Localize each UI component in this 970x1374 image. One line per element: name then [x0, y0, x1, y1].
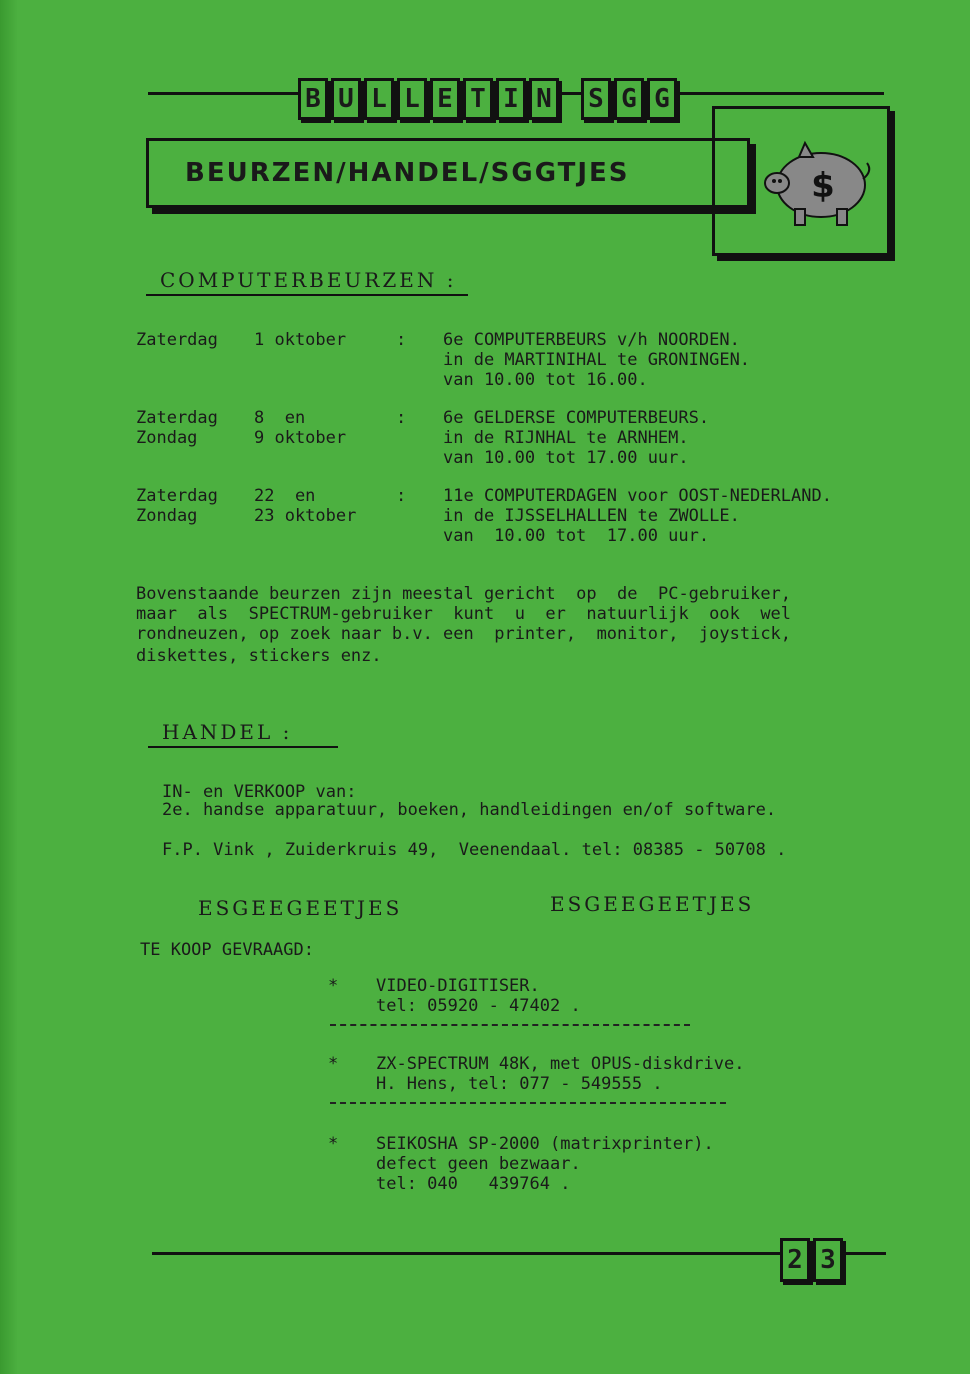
- bulletin-letter: T: [463, 78, 493, 120]
- page-digit: 3: [813, 1238, 843, 1282]
- sggtjes-heading-right: ESGEEGEETJES: [550, 892, 755, 916]
- event-date: 22 en: [254, 486, 316, 506]
- piggy-bank-icon: [759, 135, 879, 235]
- item-line: ZX-SPECTRUM 48K, met OPUS-diskdrive.: [376, 1054, 745, 1074]
- bulletin-letter: U: [331, 78, 361, 120]
- item-divider: [330, 1024, 690, 1026]
- item-line: VIDEO-DIGITISER.: [376, 976, 540, 996]
- piggy-bank-box: [712, 106, 890, 256]
- bulletin-letter: L: [397, 78, 427, 120]
- bulletin-letter: B: [298, 78, 328, 120]
- event-date: 1 oktober: [254, 330, 347, 350]
- event-colon: :: [396, 408, 407, 428]
- item-bullet: *: [328, 976, 339, 996]
- event-line: in de MARTINIHAL te GRONINGEN.: [443, 350, 751, 370]
- item-line: defect geen bezwaar.: [376, 1154, 581, 1174]
- event-date: 8 en: [254, 408, 306, 428]
- event-line: 11e COMPUTERDAGEN voor OOST-NEDERLAND.: [443, 486, 832, 506]
- event-day: Zaterdag: [136, 408, 218, 428]
- beurzen-heading: COMPUTERBEURZEN :: [146, 268, 468, 296]
- event-date: 23 oktober: [254, 506, 357, 526]
- event-line: in de IJSSELHALLEN te ZWOLLE.: [443, 506, 740, 526]
- handel-contact: F.P. Vink , Zuiderkruis 49, Veenendaal. tel: 08385 - 50708 .: [162, 840, 787, 860]
- page-digit: 2: [780, 1238, 810, 1282]
- bulletin-letter: N: [529, 78, 559, 120]
- item-line: SEIKOSHA SP-2000 (matrixprinter).: [376, 1134, 714, 1154]
- section-title: BEURZEN/HANDEL/SGGTJES: [185, 158, 630, 188]
- section-title-box: [146, 138, 750, 208]
- event-colon: :: [396, 330, 407, 350]
- footer-rule: [152, 1252, 886, 1255]
- event-line: van 10.00 tot 16.00.: [443, 370, 648, 390]
- sgg-letter: G: [614, 78, 644, 120]
- event-line: van 10.00 tot 17.00 uur.: [443, 448, 689, 468]
- dollar-sign-icon: $: [811, 166, 835, 206]
- event-line: in de RIJNHAL te ARNHEM.: [443, 428, 689, 448]
- beurzen-note-line: rondneuzen, op zoek naar b.v. een printer, monitor, joystick,: [136, 624, 792, 644]
- sgg-letter: G: [647, 78, 677, 120]
- bulletin-letter: E: [430, 78, 460, 120]
- item-line: tel: 040 439764 .: [376, 1174, 571, 1194]
- page-fold-shadow: [0, 0, 18, 1374]
- page-number: [780, 1238, 843, 1282]
- bulletin-letter: L: [364, 78, 394, 120]
- event-day: Zaterdag: [136, 486, 218, 506]
- event-row: [0, 486, 970, 546]
- bulletin-logo: [298, 78, 677, 120]
- event-day: Zaterdag: [136, 330, 218, 350]
- event-line: 6e COMPUTERBEURS v/h NOORDEN.: [443, 330, 740, 350]
- sggtjes-subheading: TE KOOP GEVRAAGD:: [140, 940, 314, 960]
- event-row: [0, 408, 970, 468]
- item-bullet: *: [328, 1054, 339, 1074]
- event-colon: :: [396, 486, 407, 506]
- item-line: H. Hens, tel: 077 - 549555 .: [376, 1074, 663, 1094]
- beurzen-note-line: diskettes, stickers enz.: [136, 646, 382, 666]
- beurzen-note-line: maar als SPECTRUM-gebruiker kunt u er natuurlijk ook wel: [136, 604, 792, 624]
- bulletin-letter: I: [496, 78, 526, 120]
- item-divider: [330, 1102, 726, 1104]
- handel-line: 2e. handse apparatuur, boeken, handleidingen en/of software.: [162, 800, 777, 820]
- event-row: [0, 330, 970, 390]
- beurzen-note-line: Bovenstaande beurzen zijn meestal gericht op de PC-gebruiker,: [136, 584, 792, 604]
- item-line: tel: 05920 - 47402 .: [376, 996, 581, 1016]
- sgg-letter: S: [581, 78, 611, 120]
- event-line: 6e GELDERSE COMPUTERBEURS.: [443, 408, 710, 428]
- sggtjes-heading-left: ESGEEGEETJES: [198, 896, 403, 920]
- event-date: 9 oktober: [254, 428, 347, 448]
- handel-line: IN- en VERKOOP van:: [162, 782, 357, 802]
- item-bullet: *: [328, 1134, 339, 1154]
- handel-heading: HANDEL :: [148, 720, 338, 748]
- event-line: van 10.00 tot 17.00 uur.: [443, 526, 710, 546]
- event-day: Zondag: [136, 506, 198, 526]
- event-day: Zondag: [136, 428, 198, 448]
